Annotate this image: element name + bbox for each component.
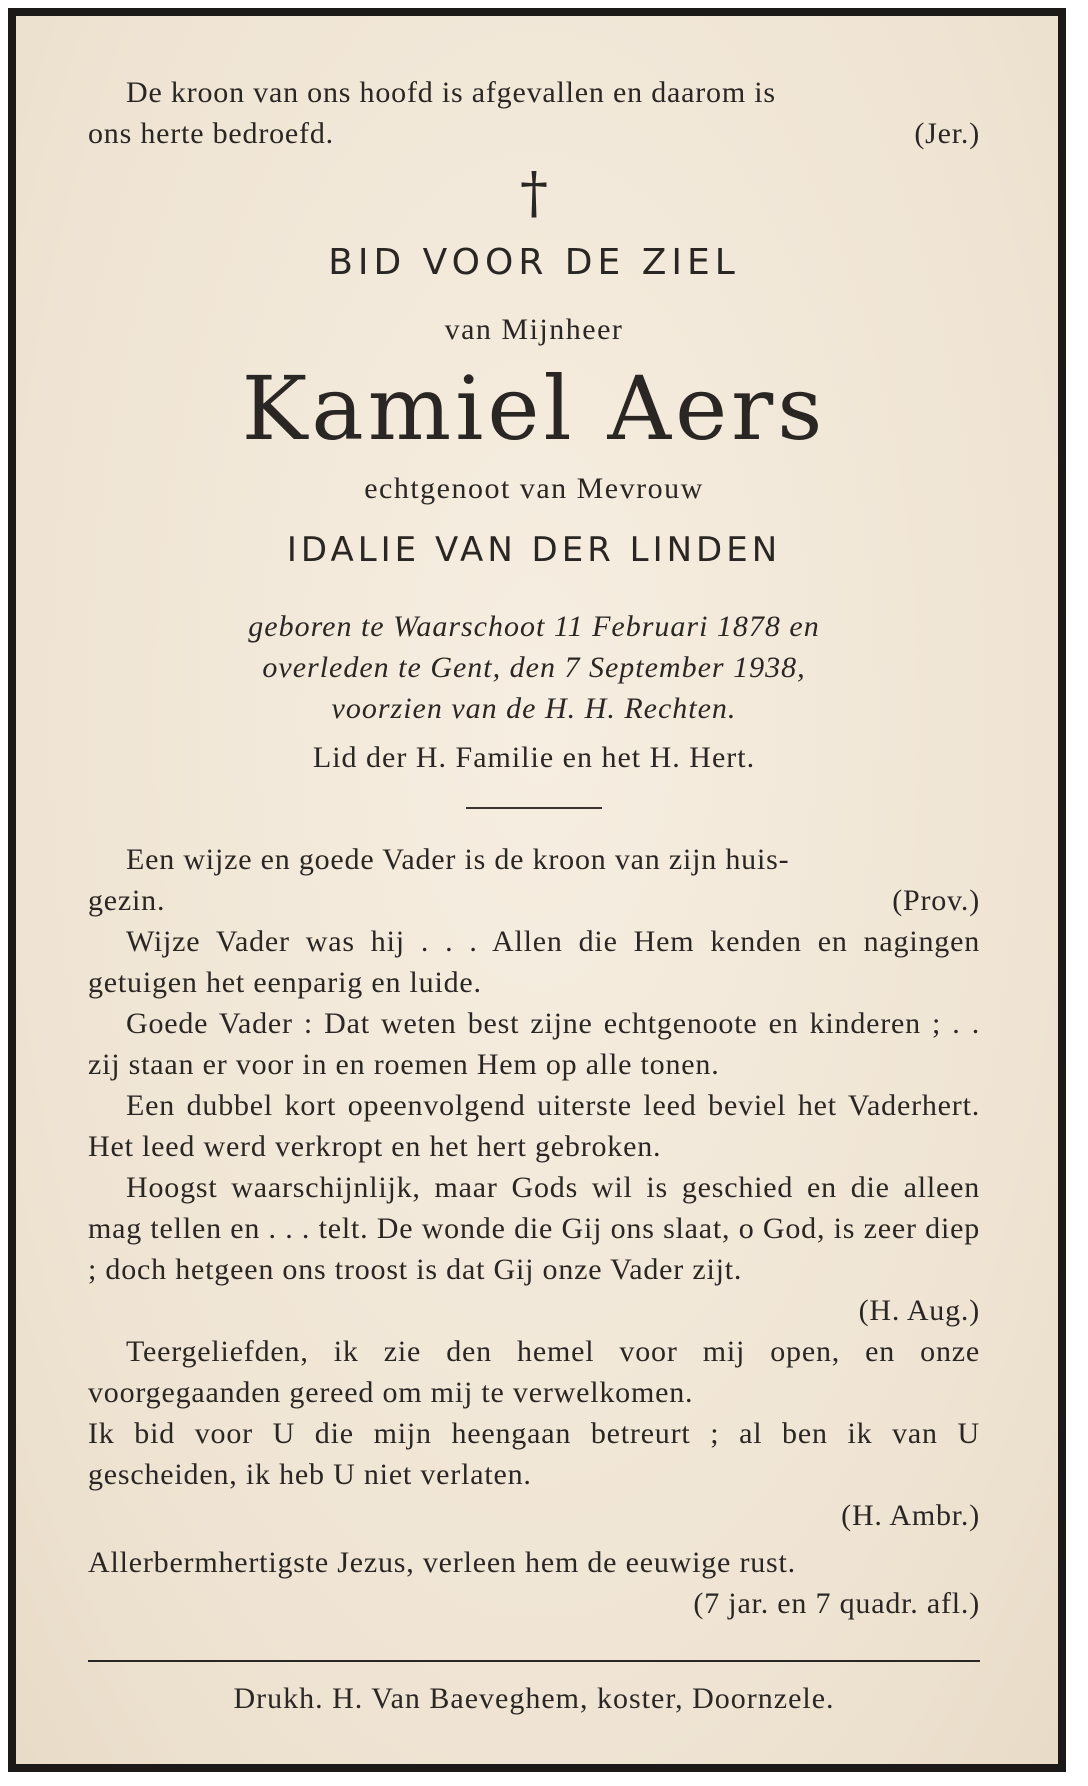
paragraph-1-source: (Prov.) — [892, 884, 980, 917]
paragraph-3: Goede Vader : Dat weten best zijne echtgenoote en kinderen ; . . zij staan er voor in en roemen Hem op alle tonen. — [88, 1007, 980, 1081]
divider-short — [466, 807, 602, 809]
indulgence-note: (7 jar. en 7 quadr. afl.) — [693, 1587, 980, 1620]
indulgence-row — [88, 1583, 980, 1624]
paragraph-6: Teergeliefden, ik zie den hemel voor mij open, en onze voorgegaanden gereed om mij te verwelkomen. — [88, 1335, 980, 1409]
epigraph-line-2-row — [88, 113, 980, 154]
paragraph-7-text: Ik bid voor U die mijn heengaan betreurt ; al ben ik van U gescheiden, ik heb U niet verlaten. — [88, 1417, 980, 1491]
spouse-name: IDALIE VAN DER LINDEN — [286, 530, 782, 570]
epigraph-source: (Jer.) — [914, 117, 980, 150]
epigraph-line-1: De kroon van ons hoofd is afgevallen en daarom is — [126, 76, 776, 109]
paragraph-1-line-2: gezin. — [88, 884, 166, 917]
paragraph-5-source: (H. Aug.) — [858, 1294, 980, 1327]
membership-line: Lid der H. Familie en het H. Hert. — [312, 741, 756, 774]
memorial-card — [8, 8, 1066, 1772]
birth-line: geboren te Waarschoot 11 Februari 1878 en — [248, 610, 820, 643]
paragraph-5-text: Hoogst waarschijnlijk, maar Gods wil is geschied en die alleen mag tellen en . . . telt. De wonde die Gij ons slaat, o God, is zeer diep ; doch hetgeen ons troost is dat Gij onze Vader zijt. — [88, 1171, 980, 1286]
paragraph-1-line-2-row — [88, 880, 980, 921]
paragraph-7 — [88, 1413, 980, 1536]
paragraph-7-source: (H. Ambr.) — [841, 1499, 980, 1532]
card-content — [88, 72, 980, 1716]
salutation: van Mijnheer — [444, 313, 624, 346]
deceased-name: Kamiel Aers — [241, 357, 827, 460]
paragraph-5 — [88, 1167, 980, 1331]
paragraph-2: Wijze Vader was hij . . . Allen die Hem kenden en nagingen getuigen het eenparig en luide. — [88, 925, 980, 999]
spouse-intro: echtgenoot van Mevrouw — [364, 472, 704, 505]
heading: BID VOOR DE ZIEL — [328, 242, 740, 283]
printer-credit: Drukh. H. Van Baeveghem, koster, Doornzele. — [233, 1682, 835, 1715]
paragraph-4: Een dubbel kort opeenvolgend uiterste leed beviel het Vaderhert. Het leed werd verkropt en het hert gebroken. — [88, 1089, 980, 1163]
prayer-line: Allerbermhertigste Jezus, verleen hem de eeuwige rust. — [88, 1546, 796, 1579]
epigraph-line-2: ons herte bedroefd. — [88, 117, 334, 150]
divider-long — [88, 1660, 980, 1662]
sacraments-line: voorzien van de H. H. Rechten. — [331, 692, 737, 725]
death-line: overleden te Gent, den 7 September 1938, — [262, 651, 806, 684]
cross-icon: † — [520, 161, 548, 226]
paragraph-1-line-1: Een wijze en goede Vader is de kroon van zijn huis- — [126, 843, 790, 876]
